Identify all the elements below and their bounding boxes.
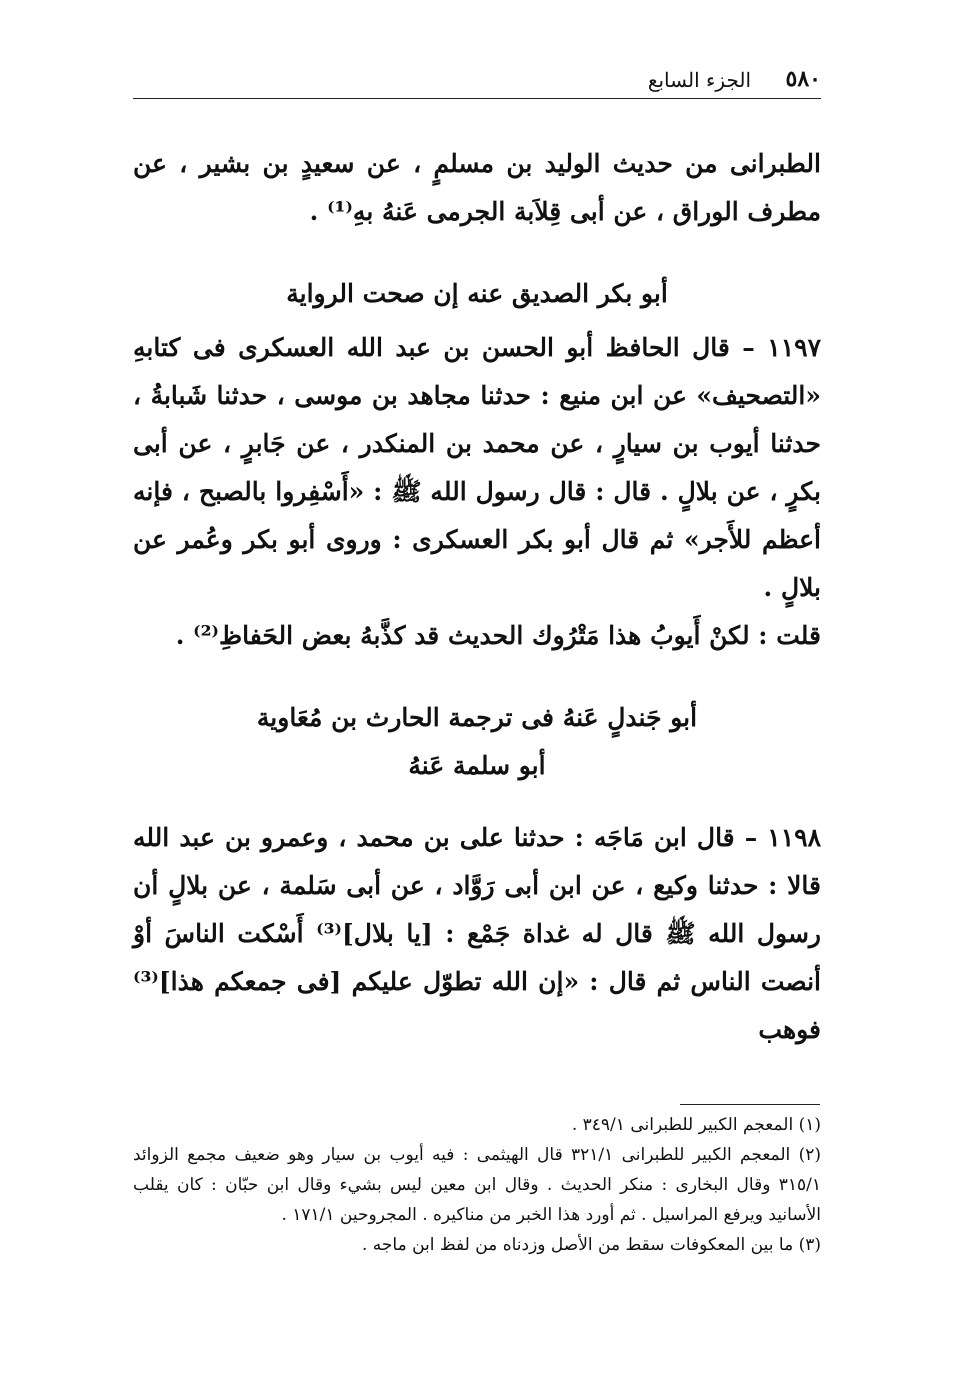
section-heading-abu-salama: أبو سلمة عَنهُ [408,751,546,780]
section-heading-abu-bakr: أبو بكر الصديق عنه إن صحت الرواية [286,279,668,308]
page-number: ٥٨٠ [785,66,821,92]
entry-1198: ١١٩٨ – قال ابن مَاجَه : حدثنا على بن محمد ، وعمرو بن عبد الله قالا : حدثنا وكيع ، عن ابن أبى رَوَّاد ، عن أبى سَلمة ، عن بلالٍ أن رسول الله ﷺ قال له غداة جَمْع : [يا بلال]⁽³⁾ أَسْكت الناسَ أوْ أنصت الناس ثم قال : «إن الله تطوّل عليكم [فى جمعكم هذا]⁽³⁾ فوهب [133,823,821,1044]
paragraph-qultu: قلت : لكنْ أَيوبُ هذا مَتْرُوك الحديث قد كذَّبهُ بعض الحَفاظِ⁽²⁾ . [175,621,821,650]
section-heading-abu-jandal: أبو جَندلٍ عَنهُ فى ترجمة الحارث بن مُعَاوية [256,703,698,732]
footnotes [133,1110,821,1260]
paragraph-tabarani: الطبرانى من حديث الوليد بن مسلمٍ ، عن سعيدٍ بن بشير ، عن مطرف الوراق ، عن أبى قِلاَبة الجرمى عَنهُ بهِ⁽¹⁾ . [133,149,821,226]
main-text [133,140,821,1054]
header-rule [133,98,821,99]
footnote-2: (٢) المعجم الكبير للطبرانى ٣٢١/١ قال الهيثمى : فيه أيوب بن سيار وهو ضعيف مجمع الزوائد ٣١٥/١ وقال البخارى : منكر الحديث . وقال ابن معين ليس بشيء وقال ابن حبّان : كان يقلب الأسانيد ويرفع المراسيل . ثم أورد هذا الخبر من مناكيره . المجروحين ١٧١/١ . [133,1145,821,1225]
part-title: الجزء السابع [647,68,751,92]
footnote-rule [680,1104,820,1105]
running-header [133,62,821,94]
entry-1197: ١١٩٧ – قال الحافظ أبو الحسن بن عبد الله العسكرى فى كتابهِ «التصحيف» عن ابن منيع : حدثنا مجاهد بن موسى ، حدثنا شَبابةُ ، حدثنا أيوب بن سيارٍ ، عن محمد بن المنكدر ، عن جَابرٍ ، عن أبى بكرٍ ، عن بلالٍ . قال : قال رسول الله ﷺ : «أَسْفِروا بالصبح ، فإنه أعظم للأَجر» ثم قال أبو بكر العسكرى : وروى أبو بكر وعُمر عن بلالٍ . [133,333,821,602]
footnote-3: (٣) ما بين المعكوفات سقط من الأصل وزدناه من لفظ ابن ماجه . [362,1235,821,1255]
footnote-1: (١) المعجم الكبير للطبرانى ٣٤٩/١ . [571,1115,821,1135]
